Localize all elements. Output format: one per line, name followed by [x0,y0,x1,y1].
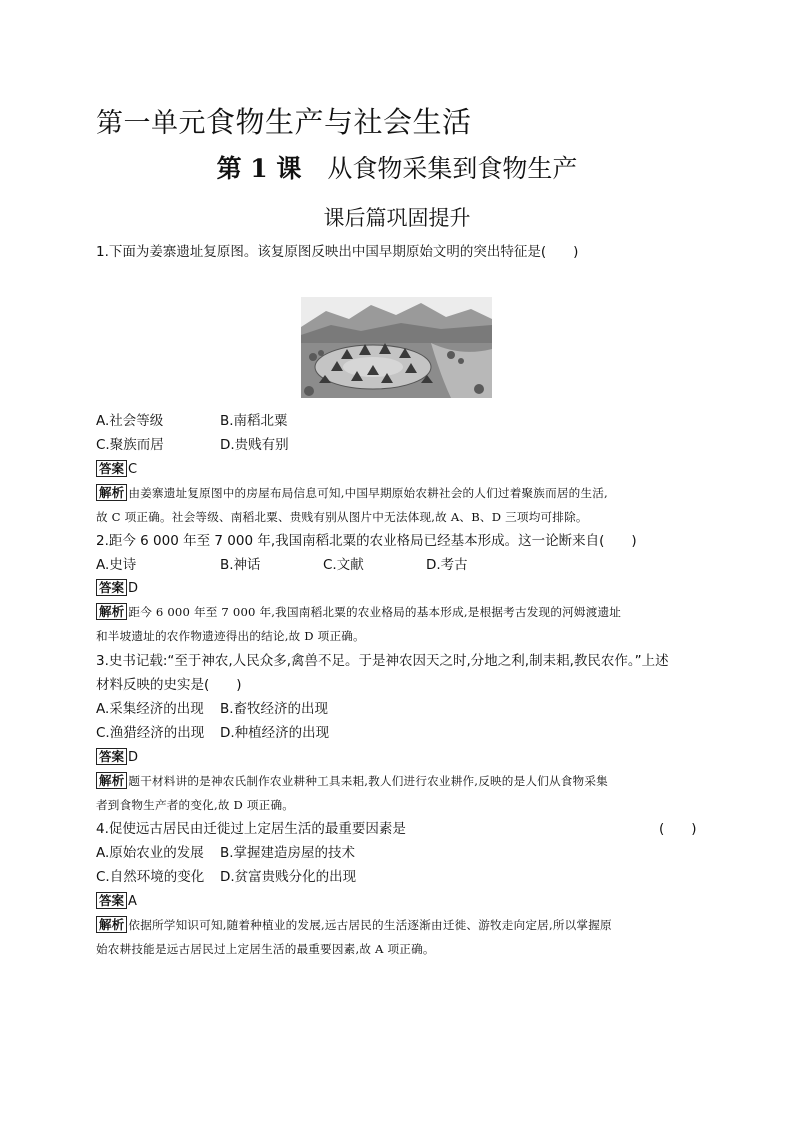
answer-tag: 答案 [96,892,127,909]
question-1-option-b: B.南稻北粟 [220,413,288,429]
answer-value: A [128,894,137,909]
answer-value: D [128,750,139,765]
question-2-option-a: A.史诗 [96,557,137,573]
question-1-option-a: A.社会等级 [96,413,164,429]
question-2-option-c: C.文献 [323,557,364,573]
jiangzhai-site-illustration [301,297,492,398]
unit-label: 第一单元 [96,108,206,139]
lesson-name: 从食物采集到食物生产 [327,154,578,183]
analysis-tag: 解析 [96,772,127,789]
question-2-analysis: 解析 距今 6 000 年至 7 000 年,我国南稻北粟的农业格局的基本形成,是根据考古发现的河姆渡遗址 和半坡遗址的农作物遗迹得出的结论,故 D 项正确。 [96,604,622,643]
answer-value: D [128,581,139,596]
question-4-option-a: A.原始农业的发展 [96,845,204,861]
unit-name: 食物生产与社会生活 [206,105,472,139]
answer-tag: 答案 [96,579,127,596]
question-3-stem-line-2: 材料反映的史实是( ) [96,677,242,693]
question-4-option-c: C.自然环境的变化 [96,869,205,885]
unit-title [96,104,472,142]
question-4-stem: 4.促使远古居民由迁徙过上定居生活的最重要因素是 [96,821,406,837]
question-2-option-d: D.考古 [426,557,468,573]
answer-value: C [128,462,138,477]
question-2-stem: 2.距今 6 000 年至 7 000 年,我国南稻北粟的农业格局已经基本形成。这一论断来自( ) [96,533,637,549]
question-3-option-a: A.采集经济的出现 [96,701,204,717]
question-1-answer [96,460,137,479]
question-1-analysis: 解析 由姜寨遗址复原图中的房屋布局信息可知,中国早期原始农耕社会的人们过着聚族而居的生活, 故 C 项正确。社会等级、南稻北粟、贵贱有别从图片中无法体现,故 A、B、D 三项均可排除。 [96,485,608,524]
question-3-option-b: B.畜牧经济的出现 [220,701,329,717]
question-3-analysis: 解析 题干材料讲的是神农氏制作农业耕种工具耒耜,教人们进行农业耕作,反映的是人们从食物采集 者到食物生产者的变化,故 D 项正确。 [96,773,608,812]
question-3-option-c: C.渔猎经济的出现 [96,725,205,741]
question-4-answer [96,892,137,911]
lesson-number: 第 1 课 [216,154,302,183]
analysis-tag: 解析 [96,916,127,933]
section-title: 课后篇巩固提升 [323,206,471,230]
question-4-answer-parentheses: ( ) [659,821,697,837]
question-2-option-b: B.神话 [220,557,261,573]
question-4-option-d: D.贫富贵贱分化的出现 [220,869,357,885]
answer-tag: 答案 [96,748,127,765]
answer-tag: 答案 [96,460,127,477]
question-3-option-d: D.种植经济的出现 [220,725,330,741]
analysis-tag: 解析 [96,603,127,620]
lesson-title [0,153,794,185]
question-4-option-b: B.掌握建造房屋的技术 [220,845,356,861]
question-3-stem-line-1: 3.史书记载:“至于神农,人民众多,禽兽不足。于是神农因天之时,分地之利,制耒耜,教民农作。”上述 [96,653,669,669]
question-3-answer [96,748,138,767]
question-4-analysis: 解析 依据所学知识可知,随着种植业的发展,远古居民的生活逐渐由迁徙、游牧走向定居,所以掌握原 始农耕技能是远古居民过上定居生活的最重要因素,故 A 项正确。 [96,917,612,956]
question-1-option-d: D.贵贱有别 [220,437,289,453]
analysis-tag: 解析 [96,484,127,501]
question-1-stem: 1.下面为姜寨遗址复原图。该复原图反映出中国早期原始文明的突出特征是( ) [96,244,579,260]
question-1-option-c: C.聚族而居 [96,437,164,453]
question-2-answer [96,579,138,598]
